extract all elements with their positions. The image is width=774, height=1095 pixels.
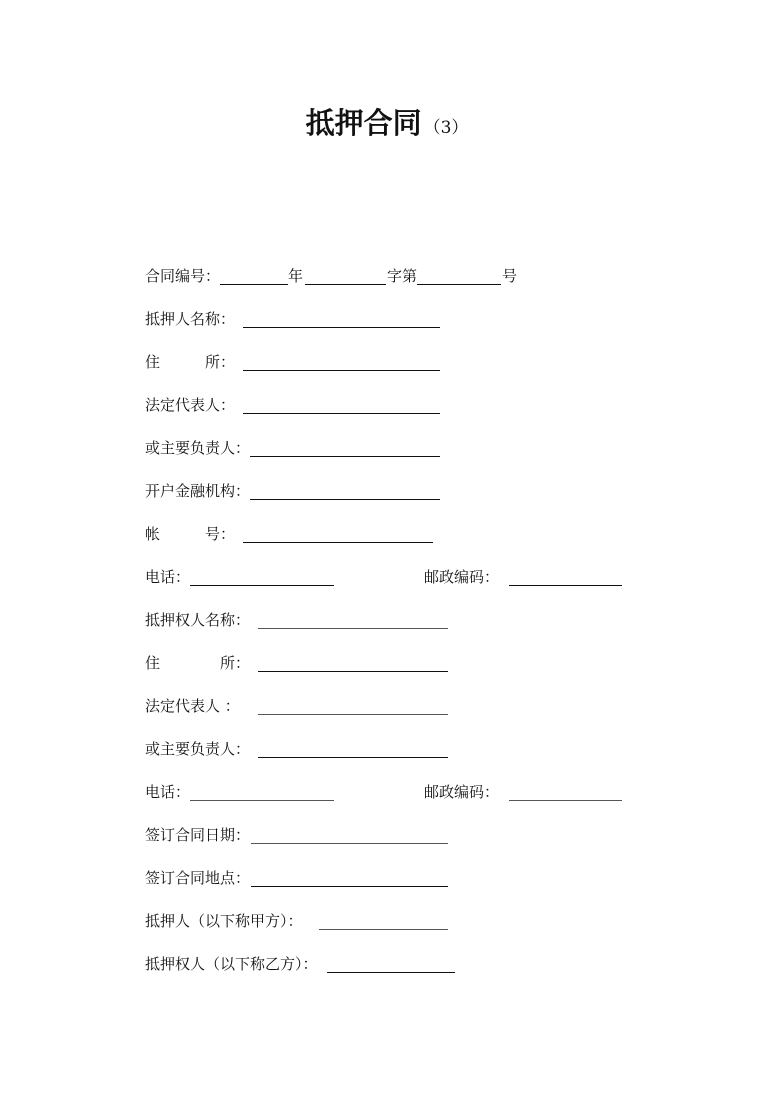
- mortgagor-account-row: [145, 522, 445, 546]
- mortgagee-phone-label: 电话：: [145, 783, 191, 801]
- postcode-label: 邮政编码：: [424, 568, 500, 586]
- sign-place-blank[interactable]: [251, 886, 448, 887]
- mortgagee-principal-blank[interactable]: [258, 757, 448, 758]
- contract-number-label: 合同编号：: [145, 267, 221, 285]
- title-suffix: （3）: [423, 118, 469, 138]
- mortgagee-legal-rep-row: [145, 694, 455, 718]
- mortgagor-phone-blank[interactable]: [190, 585, 334, 586]
- mortgagor-name-blank[interactable]: [243, 327, 440, 328]
- mortgagor-contact-row: [145, 565, 625, 589]
- party-a-row: [145, 909, 455, 933]
- principal-label: 或主要负责人：: [145, 439, 251, 457]
- phone-label: 电话：: [145, 568, 191, 586]
- mortgagor-bank-blank[interactable]: [250, 499, 440, 500]
- mortgagor-account-blank[interactable]: [243, 542, 433, 543]
- account-label-hao: 号：: [205, 525, 236, 543]
- party-b-blank[interactable]: [327, 972, 455, 973]
- contract-number-row: [145, 264, 525, 288]
- mortgagee-principal-row: [145, 737, 455, 761]
- mortgagee-phone-blank[interactable]: [190, 800, 334, 801]
- mortgagee-legal-rep-blank[interactable]: [258, 714, 448, 715]
- party-b-label: 抵押权人（以下称乙方）：: [145, 955, 318, 973]
- party-a-label: 抵押人（以下称甲方）：: [145, 912, 303, 930]
- mortgagee-contact-row: [145, 780, 625, 804]
- mortgagee-postcode-label: 邮政编码：: [424, 783, 500, 801]
- contract-number-blank-2[interactable]: [305, 284, 386, 285]
- party-a-blank[interactable]: [319, 929, 448, 930]
- mortgagor-legal-rep-blank[interactable]: [243, 413, 440, 414]
- account-label-zhang: 帐: [145, 525, 161, 543]
- sign-place-row: [145, 866, 455, 890]
- sign-date-row: [145, 823, 455, 847]
- mortgagee-address-label-suo: 所：: [220, 654, 251, 672]
- mortgagor-name-row: [145, 307, 445, 331]
- address-label-suo: 所：: [205, 353, 236, 371]
- mortgagee-postcode-blank[interactable]: [509, 800, 622, 801]
- mortgagor-legal-rep-row: [145, 393, 445, 417]
- zi-di-label: 字第: [387, 267, 418, 285]
- mortgagee-address-row: [145, 651, 455, 675]
- mortgagee-legal-rep-label: 法定代表人 ：: [145, 697, 240, 715]
- sign-date-blank[interactable]: [251, 843, 448, 844]
- mortgagee-name-row: [145, 608, 455, 632]
- sign-date-label: 签订合同日期：: [145, 826, 251, 844]
- contract-number-blank-3[interactable]: [417, 284, 501, 285]
- party-b-row: [145, 952, 460, 976]
- document-title: [0, 101, 774, 142]
- mortgagor-name-label: 抵押人名称：: [145, 310, 236, 328]
- contract-number-blank-1[interactable]: [220, 284, 288, 285]
- mortgagee-address-label-zhu: 住: [145, 654, 161, 672]
- address-label-zhu: 住: [145, 353, 161, 371]
- bank-label: 开户金融机构：: [145, 482, 251, 500]
- year-label: 年: [288, 267, 304, 285]
- mortgagor-address-blank[interactable]: [243, 370, 440, 371]
- hao-label: 号: [502, 267, 518, 285]
- mortgagor-principal-row: [145, 436, 445, 460]
- mortgagee-address-blank[interactable]: [258, 671, 448, 672]
- title-main: 抵押合同: [305, 106, 422, 140]
- mortgagee-name-blank[interactable]: [258, 628, 448, 629]
- mortgagor-address-row: [145, 350, 445, 374]
- sign-place-label: 签订合同地点：: [145, 869, 251, 887]
- mortgagee-principal-label: 或主要负责人：: [145, 740, 251, 758]
- mortgagor-principal-blank[interactable]: [250, 456, 440, 457]
- mortgagor-bank-row: [145, 479, 445, 503]
- mortgagee-name-label: 抵押权人名称：: [145, 611, 251, 629]
- legal-rep-label: 法定代表人：: [145, 396, 236, 414]
- mortgagor-postcode-blank[interactable]: [509, 585, 622, 586]
